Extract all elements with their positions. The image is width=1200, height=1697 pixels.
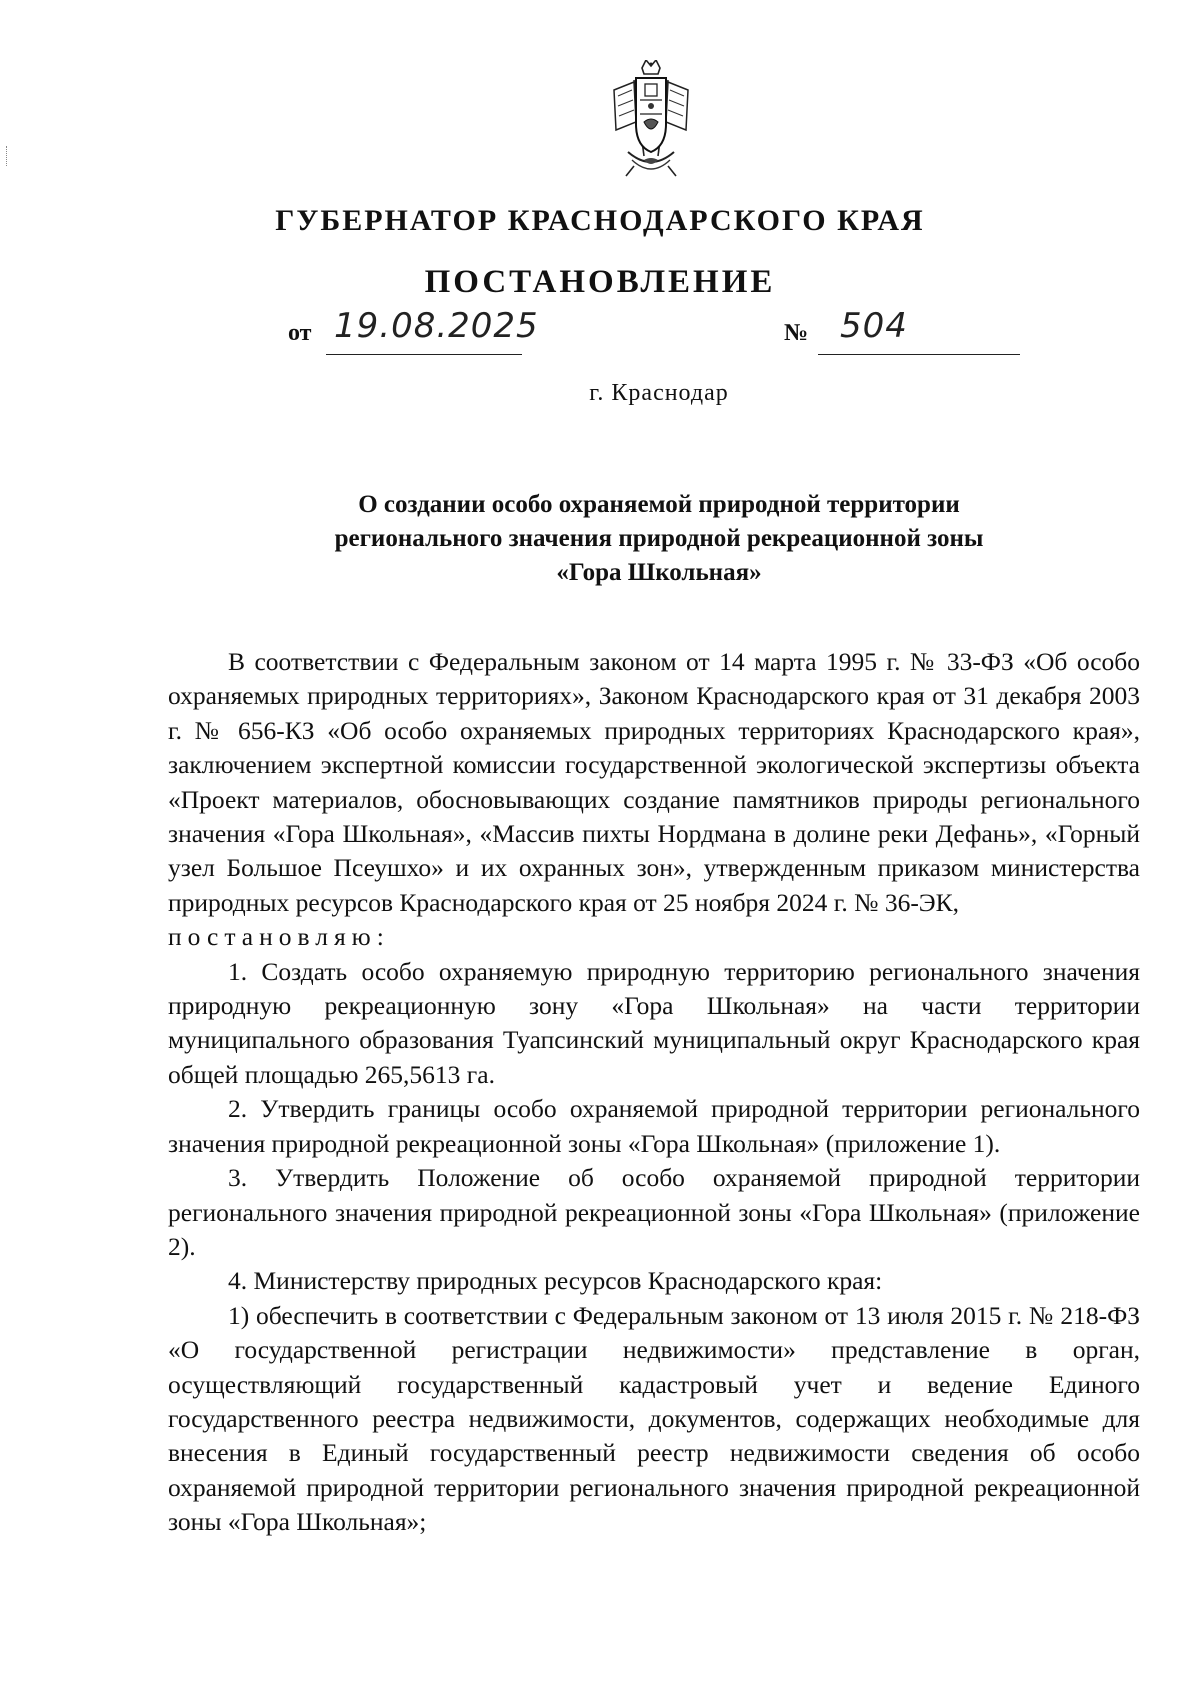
- title-line: «Гора Школьная»: [556, 559, 762, 586]
- date-prefix: от: [288, 320, 312, 346]
- title-line: О создании особо охраняемой природной территории: [358, 491, 960, 518]
- city-label: г. Краснодар: [589, 380, 729, 406]
- document-type-heading: ПОСТАНОВЛЕНИЕ: [424, 264, 776, 300]
- item-3-paragraph: 3. Утвердить Положение об особо охраняемой природной территории регионального значения природной рекреационной зоны «Гора Школьная» (приложение 2).: [168, 1163, 1140, 1261]
- coat-of-arms-icon: [604, 60, 698, 180]
- number-block: [784, 306, 908, 347]
- item-4-1-paragraph: 1) обеспечить в соответствии с Федеральным законом от 13 июля 2015 г. № 218-ФЗ «О государственной регистрации недвижимости» представление в орган, осуществляющий государственный кадастровый учет и ведение Единого государственного реестра недвижимости, документов, содержащих необходимые для внесения в Единый государственный реестр недвижимости сведения об особо охраняемой природной территории регионального значения природной рекреационной зоны «Гора Школьная»;: [168, 1300, 1140, 1537]
- document-body: [168, 645, 1140, 1540]
- date-value: 19.08.2025: [334, 306, 539, 346]
- title-line: регионального значения природной рекреационной зоны: [334, 525, 984, 552]
- document-title: [250, 488, 1068, 590]
- number-value: 504: [840, 306, 908, 346]
- scan-mark: [6, 146, 9, 166]
- number-underline: [818, 354, 1020, 355]
- date-block: [288, 306, 539, 347]
- number-prefix: №: [784, 320, 809, 346]
- resolution-word: постановляю:: [168, 922, 390, 952]
- item-1-paragraph: 1. Создать особо охраняемую природную территорию регионального значения природную рекреационную зону «Гора Школьная» на части территории муниципального образования Туапсинский муниципальный округ Краснодарского края общей площадью 265,5613 га.: [168, 956, 1140, 1089]
- item-4-paragraph: 4. Министерству природных ресурсов Краснодарского края:: [228, 1266, 883, 1296]
- preamble-paragraph: В соответствии с Федеральным законом от 14 марта 1995 г. № 33-ФЗ «Об особо охраняемых природных территориях», Законом Краснодарского края от 31 декабря 2003 г. № 656-КЗ «Об особо охраняемых природных территориях Краснодарского края», заключением экспертной комиссии государственной экологической экспертизы объекта «Проект материалов, обосновывающих создание памятников природы регионального значения «Гора Школьная», «Массив пихты Нордмана в долине реки Дефань», «Горный узел Большое Псеушхо» и их охранных зон», утвержденным приказом министерства природных ресурсов Краснодарского края от 25 ноября 2024 г. № 36-ЭК,: [168, 647, 1140, 917]
- issuer-heading: ГУБЕРНАТОР КРАСНОДАРСКОГО КРАЯ: [275, 204, 925, 237]
- date-underline: [326, 354, 522, 355]
- item-2-paragraph: 2. Утвердить границы особо охраняемой природной территории регионального значения природной рекреационной зоны «Гора Школьная» (приложение 1).: [168, 1094, 1140, 1158]
